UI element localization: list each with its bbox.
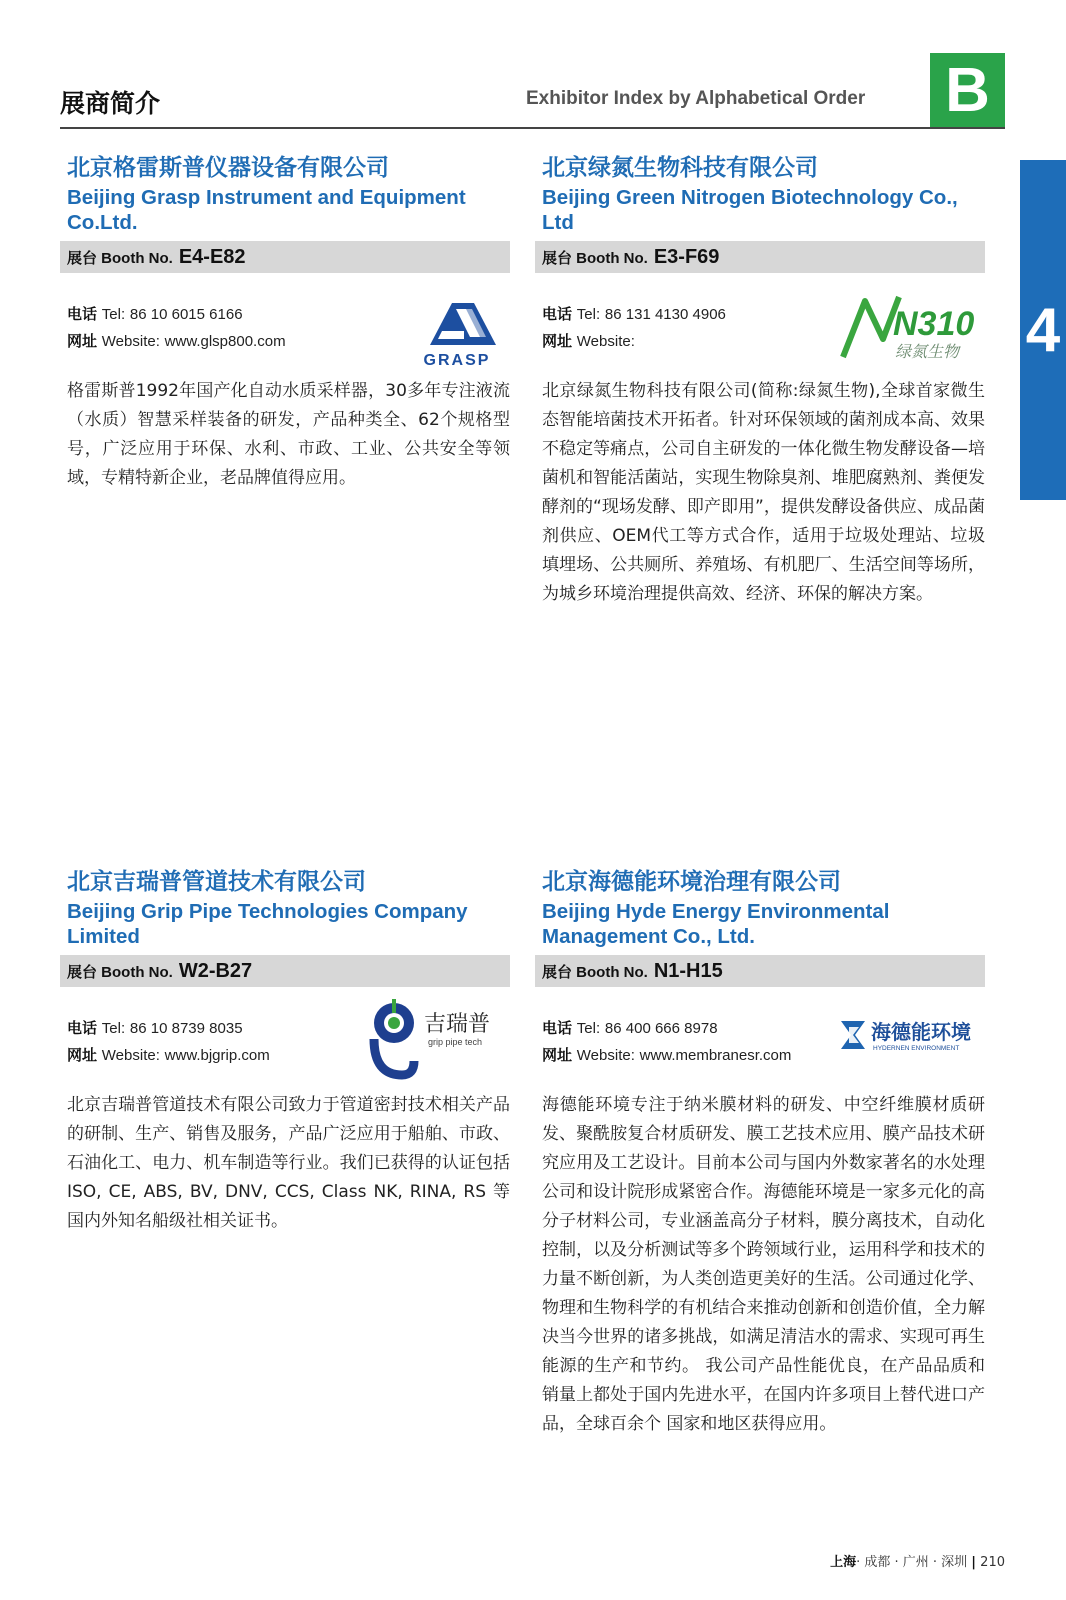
booth-number: E3-F69 <box>653 245 720 268</box>
grip-logo-sub: grip pipe tech <box>428 1037 483 1047</box>
hydernen-logo <box>835 1015 977 1055</box>
exhibitor-description: 格雷斯普1992年国产化自动水质采样器，30多年专注液流（水质）智慧采样装备的研发，产品种类全、62个规格型号，广泛应用于环保、水利、市政、工业、公共安全等领域，专精特新企业，老品牌值得应用。 <box>67 381 510 488</box>
exhibitor-name-cn: 北京绿氮生物科技有限公司 <box>542 155 818 181</box>
exhibitor-card <box>60 867 510 1236</box>
website-link[interactable]: www.bjgrip.com <box>164 1047 270 1064</box>
grip-logo <box>366 999 506 1081</box>
header-rule <box>60 127 1005 129</box>
booth-bar <box>60 241 510 273</box>
hydernen-logo-text: 海德能环境 <box>871 1020 971 1044</box>
website-label-en: Website: <box>101 1047 160 1064</box>
booth-number: E4-E82 <box>178 245 246 268</box>
n310-logo <box>835 287 975 365</box>
grip-logo-text: 吉瑞普 <box>424 1012 491 1037</box>
tel-label-cn: 电话 <box>67 1019 98 1037</box>
booth-label: 展台 Booth No. <box>542 963 648 981</box>
section-letter-badge: B <box>930 53 1005 128</box>
page-header-title-en: Exhibitor Index by Alphabetical Order <box>526 88 866 109</box>
contact-block <box>535 301 985 363</box>
footer-separator: | <box>971 1555 977 1570</box>
tel-value: 86 10 8739 8035 <box>129 1020 243 1037</box>
tel-label-en: Tel: <box>576 306 601 323</box>
exhibitor-name-cn: 北京吉瑞普管道技术有限公司 <box>67 869 366 895</box>
chapter-side-tab: 4 <box>1020 160 1066 500</box>
exhibitor-description: 海德能环境专注于纳米膜材料的研发、中空纤维膜材质研发、聚酰胺复合材质研发、膜工艺技术应用、膜产品技术研究应用及工艺设计。目前本公司与国内外数家著名的水处理公司和设计院形成紧密合作。海德能环境是一家多元化的高分子材料公司，专业涵盖高分子材料，膜分离技术，自动化控制，以及分析测试等多个跨领域行业，运用科学和技术的力量不断创新，为人类创造更美好的生活。公司通过化学、物理和生物科学的有机结合来推动创新和创造价值，全力解决当今世界的诸多挑战，如满足清洁水的需求、实现可再生能源的生产和节约。 我公司产品性能优良，在产品品质和销量上都处于国内先进水平，在国内许多项目上替代进口产品，全球百余个 国家和地区获得应用。 <box>542 1095 985 1434</box>
tel-label-cn: 电话 <box>542 1019 573 1037</box>
tel-label-en: Tel: <box>576 1020 601 1037</box>
website-label-cn: 网址 <box>542 332 573 350</box>
exhibitor-name-cn: 北京格雷斯普仪器设备有限公司 <box>67 155 389 181</box>
website-link[interactable]: www.membranesr.com <box>639 1047 792 1064</box>
tel-value: 86 400 666 8978 <box>604 1020 718 1037</box>
booth-label: 展台 Booth No. <box>67 963 173 981</box>
footer-city-main: 上海 <box>830 1555 857 1570</box>
website-link[interactable]: www.glsp800.com <box>164 333 286 350</box>
website-label-en: Website: <box>101 333 160 350</box>
grasp-logo <box>412 295 502 369</box>
exhibitor-card <box>535 867 985 1439</box>
booth-label: 展台 Booth No. <box>67 249 173 267</box>
contact-block <box>60 1012 510 1077</box>
tel-label-cn: 电话 <box>542 305 573 323</box>
booth-number: N1-H15 <box>653 959 723 982</box>
website-label-en: Website: <box>576 333 635 350</box>
exhibitor-name-en: Beijing Green Nitrogen Biotechnology Co., Ltd <box>542 186 958 234</box>
booth-number: W2-B27 <box>178 959 253 982</box>
page-footer <box>830 1551 1005 1570</box>
exhibitor-name-en: Beijing Grasp Instrument and Equipment Co.Ltd. <box>67 186 466 234</box>
exhibitor-card <box>535 153 985 609</box>
exhibitor-description: 北京绿氮生物科技有限公司(简称:绿氮生物),全球首家微生态智能培菌技术开拓者。针对环保领域的菌剂成本高、效果不稳定等痛点，公司自主研发的一体化微生物发酵设备—培菌机和智能活菌站，实现生物除臭剂、堆肥腐熟剂、粪便发酵剂的“现场发酵、即产即用”，提供发酵设备供应、成品菌剂供应、OEM代工等方式合作，适用于垃圾处理站、垃圾填埋场、公共厕所、养殖场、有机肥厂、生活空间等场所，为城乡环境治理提供高效、经济、环保的解决方案。 <box>542 381 985 604</box>
exhibitor-name-en: Beijing Hyde Energy Environmental Management Co., Ltd. <box>542 900 890 948</box>
tel-label-cn: 电话 <box>67 305 98 323</box>
booth-bar <box>535 955 985 987</box>
booth-bar <box>60 955 510 987</box>
hydernen-logo-sub: HYDERNEN ENVIRONMENT <box>873 1045 960 1052</box>
tel-value: 86 131 4130 4906 <box>604 306 726 323</box>
n310-logo-text: N310 <box>893 305 975 343</box>
page-header-title-cn: 展商简介 <box>60 89 161 118</box>
tel-label-en: Tel: <box>101 306 126 323</box>
n310-logo-sub: 绿氮生物 <box>894 342 959 361</box>
booth-bar <box>535 241 985 273</box>
website-label-cn: 网址 <box>67 332 98 350</box>
grasp-logo-text: GRASP <box>423 352 491 369</box>
contact-block <box>60 301 510 369</box>
page-number: 210 <box>980 1555 1005 1570</box>
exhibitor-name-en: Beijing Grip Pipe Technologies Company Limited <box>67 900 468 948</box>
exhibitor-description: 北京吉瑞普管道技术有限公司致力于管道密封技术相关产品的研制、生产、销售及服务，产品广泛应用于船舶、市政、石油化工、电力、机车制造等行业。我们已获得的认证包括ISO, CE, ABS, BV, DNV, CCS, Class NK, RINA, RS 等国内外知名船级社相关证书。 <box>67 1095 510 1231</box>
exhibitor-name-cn: 北京海德能环境治理有限公司 <box>542 869 841 895</box>
booth-label: 展台 Booth No. <box>542 249 648 267</box>
footer-cities-other: · 成都 · 广州 · 深圳 <box>856 1555 968 1570</box>
tel-label-en: Tel: <box>101 1020 126 1037</box>
website-label-cn: 网址 <box>542 1046 573 1064</box>
website-label-en: Website: <box>576 1047 635 1064</box>
website-label-cn: 网址 <box>67 1046 98 1064</box>
tel-value: 86 10 6015 6166 <box>129 306 243 323</box>
exhibitor-card <box>60 153 510 493</box>
contact-block <box>535 1015 985 1077</box>
